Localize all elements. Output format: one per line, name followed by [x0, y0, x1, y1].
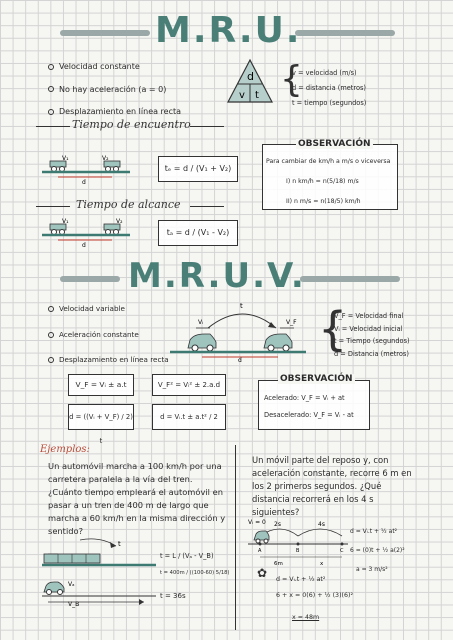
- svg-text:B: B: [296, 548, 300, 554]
- svg-text:Vₐ: Vₐ: [68, 581, 75, 588]
- formula-d-acc: d = Vᵢ.t ± a.t² / 2: [152, 404, 226, 430]
- triangle-right: t: [255, 90, 259, 101]
- obs-line: II) n m/s = n(18/5) km/h: [286, 198, 361, 205]
- problem-1-solution: [160, 548, 230, 605]
- mruv-bullets: [48, 302, 169, 376]
- svg-text:t: t: [118, 540, 121, 548]
- sol-line: a = 3 m/s²: [356, 566, 388, 573]
- def-t: t = tiempo (segundos): [292, 99, 367, 107]
- title-bar-right: [300, 276, 400, 282]
- column-divider: [235, 445, 236, 630]
- mru-observacion-body: [266, 152, 390, 212]
- sol-line: x = 48m: [292, 614, 320, 621]
- problem-2-solution-right: [350, 522, 405, 579]
- title-bar-left: [60, 30, 150, 36]
- mruv-title: M.R.U.V.: [128, 256, 306, 296]
- problem-1-diagram: [40, 534, 158, 614]
- mru-observacion-title: OBSERVACIÓN: [298, 139, 371, 149]
- svg-text:V₂: V₂: [102, 155, 109, 162]
- problem-1: Un automóvil marcha a 100 km/h por una carretera paralela a la vía del tren. ¿Cuánto tiempo empleará el automóvil en pasar a un tren de 400 m de largo que marcha a 60 km/h en la misma dirección y sentido?: [48, 461, 226, 536]
- alcance-diagram: [40, 218, 132, 248]
- title-bar-left: [60, 276, 120, 282]
- obs-line: Acelerado: V_F = Vᵢ + at: [264, 394, 345, 402]
- brace-icon: {: [280, 59, 303, 100]
- mruv-bullet: Aceleración constante: [48, 328, 169, 342]
- mru-bullet: No hay aceleración (a = 0): [48, 83, 181, 97]
- divider-icon: [190, 206, 224, 207]
- sol-line: t = 400m / ((100-60) 5/18): [160, 570, 230, 576]
- ejemplos-title: Ejemplos:: [40, 444, 90, 455]
- encuentro-diagram: [40, 155, 132, 185]
- mru-bullet: Velocidad constante: [48, 60, 181, 74]
- problem-2-solution-bottom: [276, 572, 353, 626]
- sol-line: 6 + x = 0(6) + ½ (3)(6)²: [276, 592, 353, 599]
- divider-icon: [36, 206, 70, 207]
- title-bar-right: [295, 30, 395, 36]
- encuentro-title: Tiempo de encuentro: [72, 118, 191, 131]
- svg-text:d: d: [82, 242, 86, 248]
- svg-text:Vᵢ = 0: Vᵢ = 0: [248, 519, 266, 526]
- svg-text:6m: 6m: [274, 561, 283, 567]
- spiral-icon: ✿: [257, 566, 268, 580]
- def-d: d = Distancia (metros): [334, 349, 409, 358]
- sol-line: d = Vᵢ.t + ½ at²: [276, 576, 326, 583]
- mruv-observacion-title: OBSERVACIÓN: [280, 374, 353, 384]
- sol-line: t = 36s: [160, 592, 186, 600]
- encuentro-formula: tₑ = d / (V₁ + V₂): [158, 156, 238, 182]
- alcance-formula: tₐ = d / (V₁ - V₂): [158, 220, 238, 246]
- mru-title: M.R.U.: [155, 10, 302, 51]
- divider-icon: [190, 126, 224, 127]
- obs-line: Desacelerado: V_F = Vᵢ - at: [264, 411, 354, 419]
- mruv-observacion-body: [264, 390, 354, 424]
- def-t: t = Tiempo (segundos): [334, 337, 410, 345]
- problem-2: Un móvil parte del reposo y, con aceleración constante, recorre 6 m en los 2 primeros segundos. ¿Qué distancia recorrerá en los 4 s siguientes?: [252, 455, 412, 517]
- svg-text:V₁: V₁: [62, 218, 69, 225]
- obs-line: I) n km/h = n(5/18) m/s: [286, 178, 359, 185]
- svg-text:d: d: [82, 179, 86, 185]
- sol-line: d = Vᵢ.t + ½ at²: [350, 528, 398, 535]
- def-d: d = distancia (metros): [292, 84, 366, 92]
- svg-text:2s: 2s: [274, 521, 281, 528]
- triangle-left: v: [239, 90, 245, 101]
- formula-vf: V_F = Vᵢ ± a.t: [68, 374, 134, 396]
- def-vi: Vᵢ = Velocidad inicial: [334, 324, 403, 333]
- sol-line: t = L / (Vₐ - V_B): [160, 552, 214, 560]
- mruv-bullet: Velocidad variable: [48, 302, 169, 316]
- mru-bullet: Desplazamiento en línea recta: [48, 105, 181, 119]
- formula-vf2: V_F² = Vᵢ² ± 2.a.d: [152, 374, 226, 396]
- svg-text:t: t: [240, 302, 243, 310]
- mruv-bullet: Desplazamiento en línea recta: [48, 353, 169, 367]
- mru-defs: [292, 66, 366, 111]
- obs-line: Para cambiar de km/h a m/s o viceversa: [266, 158, 391, 165]
- svg-text:x: x: [320, 561, 324, 567]
- svg-text:Vᵢ: Vᵢ: [198, 319, 204, 326]
- def-vf: V_F = Velocidad final: [334, 312, 404, 320]
- svg-text:V_B: V_B: [68, 601, 80, 608]
- alcance-title: Tiempo de alcance: [76, 198, 181, 211]
- mruv-defs: [334, 310, 410, 360]
- svg-text:V_F: V_F: [286, 319, 297, 326]
- divider-icon: [36, 126, 70, 127]
- svg-text:d: d: [238, 357, 242, 362]
- svg-text:V₂: V₂: [116, 218, 123, 225]
- mruv-diagram: [168, 300, 308, 362]
- triangle-top: d: [247, 70, 254, 83]
- formula-d-avg: d = ((Vᵢ + V_F) / 2) t: [68, 404, 134, 430]
- svg-text:A: A: [258, 548, 262, 554]
- dvt-triangle: [226, 58, 274, 104]
- def-v: v = velocidad (m/s): [292, 69, 357, 77]
- svg-text:4s: 4s: [318, 521, 325, 528]
- svg-text:C: C: [340, 548, 344, 554]
- svg-text:V₁: V₁: [62, 155, 69, 162]
- sol-line: 6 = (0)t + ½ a(2)²: [350, 547, 405, 554]
- brace-icon: {: [318, 302, 348, 356]
